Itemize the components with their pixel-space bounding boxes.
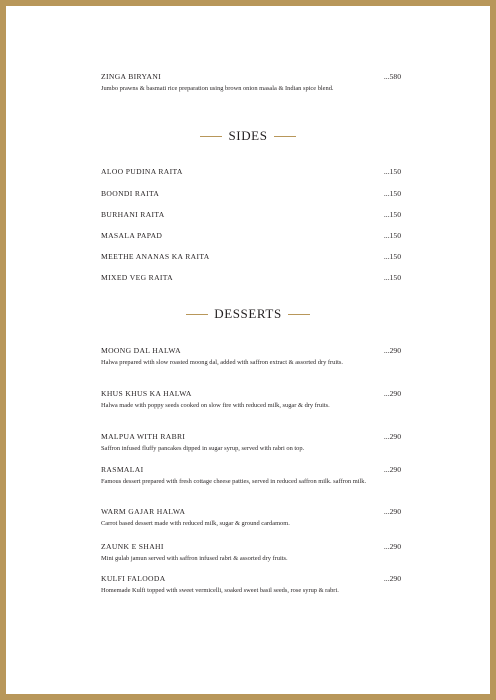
menu-item (101, 231, 401, 241)
item-name: MIXED VEG RAITA (101, 273, 173, 282)
section-heading-desserts (6, 306, 490, 322)
item-description: Halwa prepared with slow roasted moong dal, added with saffron extract & assorted dry fruits. (101, 359, 343, 366)
item-price: ...290 (383, 389, 401, 398)
item-description: Famous dessert prepared with fresh cottage cheese patties, served in reduced saffron milk. saffron milk. (101, 478, 367, 485)
item-name: RASMALAI (101, 465, 144, 474)
section-title: SIDES (228, 128, 268, 143)
item-price: ...150 (383, 273, 401, 282)
menu-item (101, 167, 401, 177)
item-name: BURHANI RAITA (101, 210, 165, 219)
item-name: KHUS KHUS KA HALWA (101, 389, 192, 398)
item-description: Homemade Kulfi topped with sweet vermicelli, soaked sweet basil seeds, rose syrup & rabri. (101, 587, 339, 594)
item-description: Jumbo prawns & basmati rice preparation using brown onion masala & Indian spice blend. (101, 85, 334, 92)
item-price: ...290 (383, 465, 401, 474)
item-name: MALPUA WITH RABRI (101, 432, 186, 441)
item-price: ...150 (383, 252, 401, 261)
item-name: MOONG DAL HALWA (101, 346, 181, 355)
menu-item (101, 273, 401, 283)
item-description: Carrot based dessert made with reduced milk, sugar & ground cardamom. (101, 520, 290, 527)
item-price: ...290 (383, 542, 401, 551)
menu-item (101, 432, 401, 455)
section-title: DESSERTS (214, 306, 282, 321)
item-description: Halwa made with poppy seeds cooked on slow fire with reduced milk, sugar & dry fruits. (101, 402, 330, 409)
menu-item (101, 542, 401, 565)
item-price: ...290 (383, 346, 401, 355)
item-price: ...290 (383, 432, 401, 441)
item-name: BOONDI RAITA (101, 189, 160, 198)
item-price: ...150 (383, 189, 401, 198)
menu-item (101, 507, 401, 530)
heading-rule-right (288, 314, 310, 315)
heading-rule-right (274, 136, 296, 137)
item-price: ...150 (383, 210, 401, 219)
item-name: ZAUNK E SHAHI (101, 542, 164, 551)
item-name: MEETHE ANANAS KA RAITA (101, 252, 210, 261)
section-heading-sides (6, 128, 490, 144)
item-name: ZINGA BIRYANI (101, 72, 162, 81)
item-name: WARM GAJAR HALWA (101, 507, 186, 516)
menu-item (101, 252, 401, 262)
menu-item (101, 465, 401, 488)
heading-rule-left (200, 136, 222, 137)
item-price: ...150 (383, 231, 401, 240)
item-description: Mini gulab jamun served with saffron infused rabri & assorted dry fruits. (101, 555, 288, 562)
item-name: KULFI FALOODA (101, 574, 166, 583)
menu-item (101, 72, 401, 95)
menu-item (101, 574, 401, 597)
menu-item (101, 346, 401, 369)
heading-rule-left (186, 314, 208, 315)
menu-item (101, 210, 401, 220)
item-price: ...290 (383, 507, 401, 516)
item-name: ALOO PUDINA RAITA (101, 167, 183, 176)
menu-item (101, 189, 401, 199)
menu-item (101, 389, 401, 412)
item-name: MASALA PAPAD (101, 231, 163, 240)
item-price: ...290 (383, 574, 401, 583)
item-price: ...150 (383, 167, 401, 176)
item-description: Saffron infused fluffy pancakes dipped in sugar syrup, served with rabri on top. (101, 445, 305, 452)
item-price: ...580 (383, 72, 401, 81)
